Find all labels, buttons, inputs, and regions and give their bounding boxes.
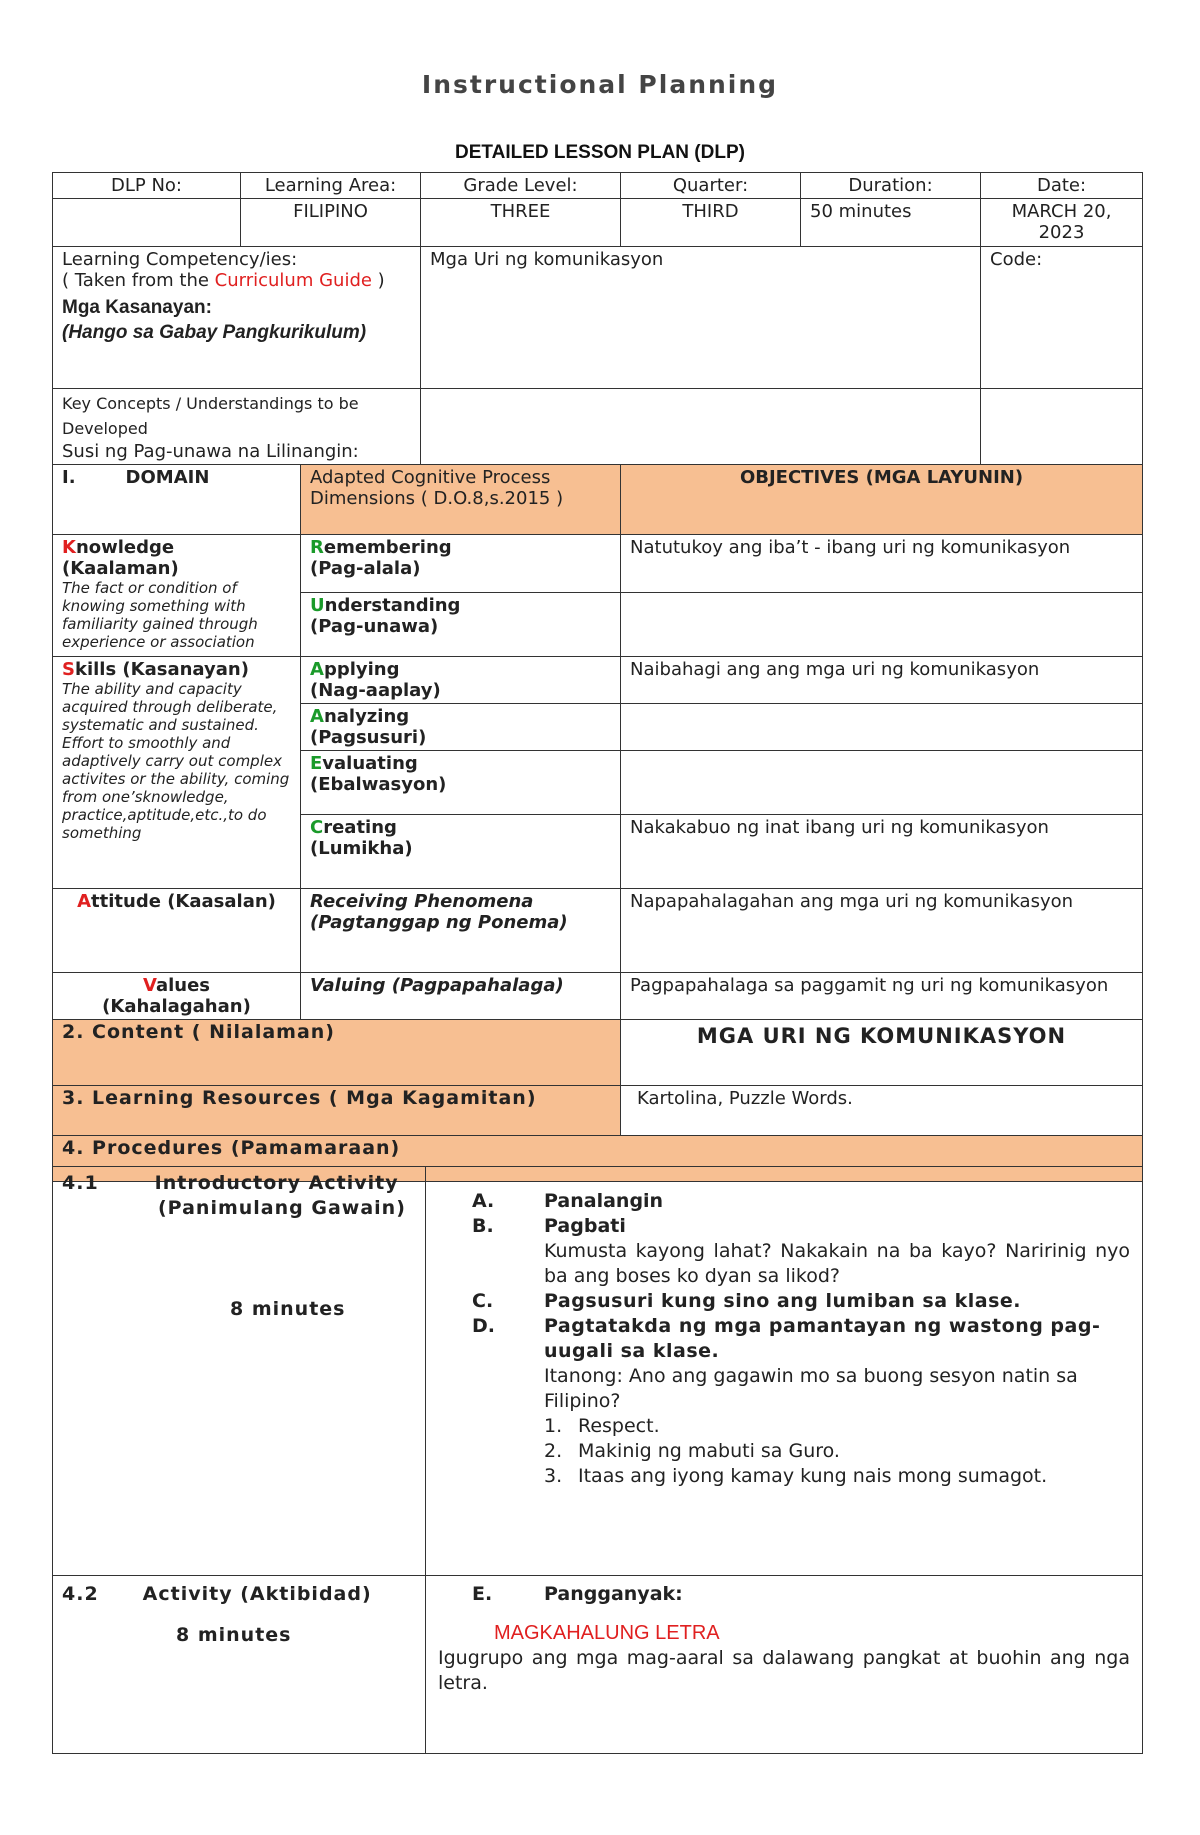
quarter-value: THIRD [621, 199, 801, 247]
remembering-label: emembering [323, 537, 452, 558]
item-label: D. [472, 1315, 495, 1337]
understanding-label: nderstanding [324, 595, 461, 616]
greeting-text: Kumusta kayong lahat? Nakakain na ba kayo? Naririnig nyo ba ang boses ko dyan sa likod? [544, 1240, 1130, 1287]
document-title: DETAILED LESSON PLAN (DLP) [455, 142, 745, 163]
remembering-fil: (Pag-alala) [310, 558, 421, 579]
key-concepts-code [981, 389, 1143, 465]
duration-label: Duration: [801, 173, 981, 199]
item-text: Pagsusuri kung sino ang lumiban sa klase. [544, 1290, 1022, 1312]
activity-row [53, 1576, 1143, 1754]
analyzing-initial: A [310, 706, 324, 727]
intro-activity-content [426, 1167, 1143, 1576]
intro-fil: (Panimulang Gawain) [158, 1197, 406, 1219]
applying-fil: (Nag-aaplay) [310, 680, 441, 701]
key-concepts-label [53, 389, 421, 465]
rule-number: 2. [544, 1440, 563, 1462]
date-label: Date: [981, 173, 1143, 199]
activity-time: 8 minutes [176, 1624, 292, 1646]
attitude-label: ttitude (Kaasalan) [91, 891, 276, 912]
attitude-cell [53, 889, 301, 973]
info-label-row [53, 173, 1143, 199]
competency-label [53, 247, 421, 389]
remembering-objective: Natutukoy ang iba’t - ibang uri ng komunikasyon [621, 535, 1143, 593]
intro-number: 4.1 [62, 1172, 99, 1194]
analyzing-fil: (Pagsusuri) [310, 727, 427, 748]
understanding-objective [621, 593, 1143, 657]
rule-number: 3. [544, 1465, 563, 1487]
activity-number: 4.2 [62, 1583, 99, 1605]
values-label: alues [155, 975, 210, 996]
evaluating-objective [621, 751, 1143, 815]
analyzing-objective [621, 704, 1143, 751]
item-label: A. [472, 1190, 495, 1212]
resources-label: 3. Learning Resources ( Mga Kagamitan) [53, 1086, 621, 1136]
objectives-header: OBJECTIVES (MGA LAYUNIN) [621, 465, 1143, 535]
procedures-table [52, 1166, 1143, 1754]
list-item [438, 1582, 1130, 1607]
understanding-fil: (Pag-unawa) [310, 616, 439, 637]
evaluating-cell [301, 751, 621, 815]
competency-row [53, 247, 1143, 389]
key-concepts-value [421, 389, 981, 465]
knowledge-initial: K [62, 537, 76, 558]
grade-level-value: THREE [421, 199, 621, 247]
content-value: MGA URI NG KOMUNIKASYON [621, 1020, 1143, 1086]
competency-source-prefix: ( Taken from the [62, 270, 215, 291]
curriculum-guide-text: Curriculum Guide [214, 270, 372, 291]
lesson-plan-table [52, 172, 1143, 1182]
item-label: B. [472, 1215, 494, 1237]
creating-objective: Nakakabuo ng inat ibang uri ng komunikasyon [621, 815, 1143, 889]
content-label: 2. Content ( Nilalaman) [53, 1020, 621, 1086]
procedures-label: 4. Procedures (Pamamaraan) [53, 1136, 1143, 1182]
values-cell [53, 973, 301, 1020]
list-item [472, 1314, 1130, 1364]
evaluating-label: valuating [322, 753, 418, 774]
creating-cell [301, 815, 621, 889]
date-value: MARCH 20, 2023 [981, 199, 1143, 247]
knowledge-label: nowledge [75, 537, 175, 558]
learning-area-value: FILIPINO [241, 199, 421, 247]
duration-value: 50 minutes [801, 199, 981, 247]
rule-number: 1. [544, 1415, 563, 1437]
applying-row [53, 657, 1143, 704]
applying-cell [301, 657, 621, 704]
applying-label: pplying [323, 659, 400, 680]
competency-value: Mga Uri ng komunikasyon [421, 247, 981, 389]
item-text: Pangganyak: [544, 1583, 683, 1605]
applying-initial: A [310, 659, 324, 680]
learning-area-label: Learning Area: [241, 173, 421, 199]
remembering-cell [301, 535, 621, 593]
resources-value: Kartolina, Puzzle Words. [621, 1086, 1143, 1136]
evaluating-initial: E [310, 753, 323, 774]
values-level: Valuing (Pagpapahalaga) [301, 973, 621, 1020]
creating-initial: C [310, 817, 324, 838]
adapted-dimensions-header: Adapted Cognitive Process Dimensions ( D.O.8,s.2015 ) [301, 465, 621, 535]
grade-level-label: Grade Level: [421, 173, 621, 199]
values-fil: (Kahalagahan) [102, 996, 251, 1017]
domain-header-row [53, 465, 1143, 535]
dlp-no-value [53, 199, 241, 247]
dlp-no-label: DLP No: [53, 173, 241, 199]
activity-label [53, 1576, 426, 1754]
competency-label-fil: Mga Kasanayan: [62, 297, 212, 318]
game-title: MAGKAHALUNG LETRA [494, 1622, 720, 1644]
intro-title: Introductory Activity [154, 1172, 399, 1194]
knowledge-description: The fact or condition of knowing something with familiarity gained through experience or association [62, 579, 258, 651]
item-text: Pagtatakda ng mga pamantayan ng wastong pag-uugali sa klase. [544, 1315, 1101, 1362]
quarter-label: Quarter: [621, 173, 801, 199]
resources-row [53, 1086, 1143, 1136]
rule-text: Makinig ng mabuti sa Guro. [578, 1440, 840, 1462]
intro-time: 8 minutes [230, 1298, 346, 1320]
domain-header [53, 465, 301, 535]
item-label: C. [472, 1290, 494, 1312]
item-text: Panalangin [544, 1190, 664, 1212]
domain-number: I. [62, 467, 76, 488]
understanding-initial: U [310, 595, 325, 616]
understanding-cell [301, 593, 621, 657]
values-initial: V [142, 975, 156, 996]
remembering-row [53, 535, 1143, 593]
domain-title: DOMAIN [125, 467, 210, 488]
knowledge-fil: (Kaalaman) [62, 558, 179, 579]
code-label: Code: [981, 247, 1143, 389]
list-item [472, 1214, 1130, 1239]
list-item [472, 1414, 1130, 1439]
competency-label-fil-sub: (Hango sa Gabay Pangkurikulum) [62, 322, 367, 343]
creating-label: reating [323, 817, 397, 838]
skills-cell [53, 657, 301, 889]
knowledge-cell [53, 535, 301, 657]
rule-text: Itaas ang iyong kamay kung nais mong sumagot. [578, 1465, 1048, 1487]
skills-label: kills (Kasanayan) [74, 659, 249, 680]
key-concepts-row [53, 389, 1143, 465]
competency-source-suffix: ) [371, 270, 385, 291]
attitude-level: Receiving Phenomena (Pagtanggap ng Ponema) [301, 889, 621, 973]
key-concepts-label-line2: Susi ng Pag-unawa na Lilinangin: [62, 441, 359, 462]
analyzing-label: nalyzing [323, 706, 410, 727]
evaluating-fil: (Ebalwasyon) [310, 774, 447, 795]
item-label: E. [472, 1583, 493, 1605]
page-header: Instructional Planning [421, 70, 779, 99]
intro-activity-row [53, 1167, 1143, 1576]
content-row [53, 1020, 1143, 1086]
competency-label-line1: Learning Competency/ies: [62, 249, 298, 270]
attitude-objective: Napapahalagahan ang mga uri ng komunikasyon [621, 889, 1143, 973]
item-text: Pagbati [544, 1215, 626, 1237]
info-value-row [53, 199, 1143, 247]
activity-title: Activity (Aktibidad) [142, 1583, 372, 1605]
competency-source [62, 270, 411, 291]
analyzing-cell [301, 704, 621, 751]
creating-fil: (Lumikha) [310, 838, 413, 859]
activity-instruction: Igugrupo ang mga mag-aaral sa dalawang pangkat at buohin ang nga letra. [438, 1647, 1130, 1694]
applying-objective: Naibahagi ang ang mga uri ng komunikasyon [621, 657, 1143, 704]
list-item [472, 1289, 1130, 1314]
attitude-initial: A [77, 891, 92, 912]
activity-content [426, 1576, 1143, 1754]
question-text: Itanong: Ano ang gagawin mo sa buong sesyon natin sa Filipino? [544, 1365, 1078, 1412]
list-item [472, 1439, 1130, 1464]
values-row [53, 973, 1143, 1020]
skills-description: The ability and capacity acquired through deliberate, systematic and sustained. Effort to smoothly and adaptively carry out complex activites or the ability, coming from one’sknowledge, practice,aptitude,etc.,to do something [62, 680, 290, 842]
remembering-initial: R [310, 537, 324, 558]
list-item [472, 1189, 1130, 1214]
key-concepts-label-line1: Key Concepts / Understandings to be Developed [62, 394, 359, 438]
skills-initial: S [62, 659, 75, 680]
intro-activity-label [53, 1167, 426, 1576]
rule-text: Respect. [578, 1415, 660, 1437]
list-item [472, 1464, 1130, 1489]
values-objective: Pagpapahalaga sa paggamit ng uri ng komunikasyon [621, 973, 1143, 1020]
attitude-row [53, 889, 1143, 973]
